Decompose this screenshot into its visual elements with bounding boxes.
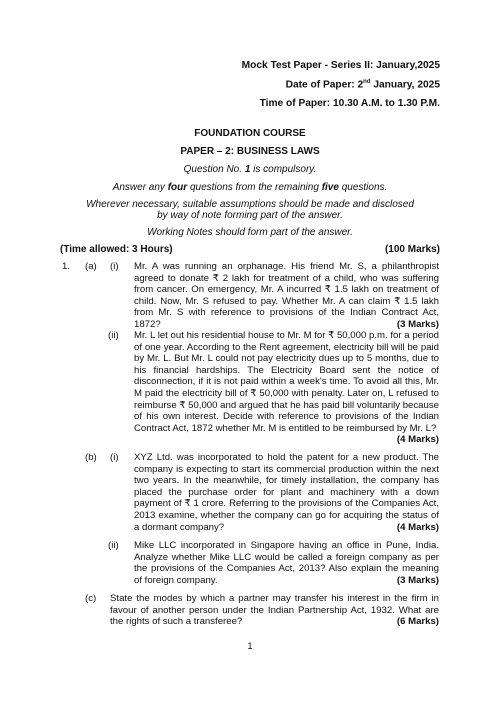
paper-title: PAPER – 2: BUSINESS LAWS bbox=[180, 146, 320, 157]
question-1a-ii: Mr. L let out his residential house to Mr. M for ₹ 50,000 p.m. for a period of one year. According to the Rent agreement, electricity bill will be paid by Mr. L. But Mr. L could not pay electricity dues up to 5 months, due to his financial hardships. The Electricity Board sent the notice of disconnection, if it is not paid within a week's time. To avoid all this, Mr. M paid the electricity bill of ₹ 50,000 with penalty. Later on, L refused to reimburse ₹ 50,000 and argued that he has paid bill voluntarily because of his own interest. Decide with reference to provisions of the Indian Contract Act, 1872 whether Mr. M is entitled to be reimbursed by Mr. L? (4 Marks) bbox=[134, 330, 439, 446]
course-title: FOUNDATION COURSE bbox=[194, 128, 306, 139]
time-allowed: (Time allowed: 3 Hours) bbox=[60, 244, 173, 255]
part-c-label: (c) bbox=[85, 593, 97, 604]
instruction-assumptions-line1: Wherever necessary, suitable assumptions should be made and disclosed bbox=[86, 199, 414, 210]
instruction-working-notes: Working Notes should form part of the answer. bbox=[147, 227, 353, 238]
part-b-i-label: (i) bbox=[110, 452, 119, 463]
part-a-i-label: (i) bbox=[110, 261, 119, 272]
question-1a-i: Mr. A was running an orphanage. His friend Mr. S, a philanthropist agreed to donate ₹ 2 lakh for treatment of a child, who was suffering from cancer. On emergency, Mr. A incurred ₹ 1.5 lakh on treatment of child. Now, Mr. S refused to pay. Whether Mr. A can claim ₹ 1.5 lakh from Mr. S with reference to provisions of the Indian Contract Act, 1872? (3 Marks) bbox=[134, 261, 439, 330]
question-1c: State the modes by which a partner may transfer his interest in the firm in favour of another person under the Indian Partnership Act, 1932. What are the rights of such a transferee? (6 Marks) bbox=[110, 593, 439, 628]
part-a-ii-label: (ii) bbox=[108, 330, 119, 341]
part-a-label: (a) bbox=[85, 261, 97, 272]
marks-1b-i: (4 Marks) bbox=[396, 521, 439, 533]
part-b-label: (b) bbox=[85, 452, 97, 463]
paper-time: Time of Paper: 10.30 A.M. to 1.30 P.M. bbox=[259, 98, 440, 109]
marks-1b-ii: (3 Marks) bbox=[396, 574, 439, 586]
question-1b-i: XYZ Ltd. was incorporated to hold the patent for a new product. The company is expecting to start its commercial production within the next two years. In the meanwhile, for timely installation, the company has placed the purchase order for plant and machinery with a down payment of ₹ 1 crore. Referring to the provisions of the Companies Act, 2013 examine, whether the company can go for acquiring the status of a dormant company? (4 Marks) bbox=[134, 452, 439, 533]
marks-1c: (6 Marks) bbox=[396, 616, 439, 628]
max-marks: (100 Marks) bbox=[384, 244, 440, 255]
marks-1a-ii: (4 Marks) bbox=[396, 434, 439, 446]
marks-1a-i: (3 Marks) bbox=[396, 318, 439, 330]
instruction-compulsory: Question No. 1 is compulsory. bbox=[183, 164, 317, 175]
instruction-assumptions-line2: by way of note forming part of the answer. bbox=[157, 210, 343, 221]
question-number: 1. bbox=[62, 261, 71, 272]
question-1b-ii: Mike LLC incorporated in Singapore having an office in Pune, India. Analyze whether Mike LLC would be called a foreign company as per the provisions of the Companies Act, 2013? Also explain the meaning of foreign company. (3 Marks) bbox=[134, 540, 439, 586]
instruction-answer-any: Answer any four questions from the remaining five questions. bbox=[112, 182, 388, 193]
page-number: 1 bbox=[247, 641, 253, 651]
paper-date: Date of Paper: 2nd January, 2025 bbox=[285, 79, 440, 91]
paper-series: Mock Test Paper - Series II: January,2025 bbox=[241, 60, 440, 71]
part-b-ii-label: (ii) bbox=[108, 540, 119, 551]
